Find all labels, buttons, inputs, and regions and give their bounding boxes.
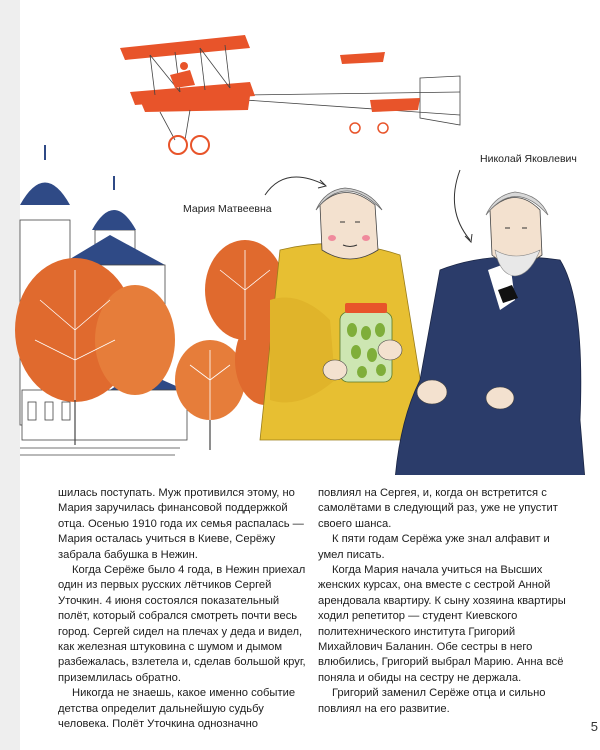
- page-number: 5: [590, 719, 598, 734]
- paragraph: Когда Мария начала учиться на Высших женских курсах, она вместе с сестрой Анной арендовала квартиру. К сыну хозяина квартиры ходил репетитор — студент Киевского политехнического института Григорий Михайлович Баланин. Обе сестры в него влюбились, Григорий выбрал Марию. Анна всё поняла и обиды на сестру не держала.: [318, 564, 566, 684]
- paragraph: Никогда не знаешь, какое именно событие детства определит дальнейшую судьбу человека. Полёт Уточкина однозначно: [58, 687, 296, 731]
- text-column-left: [58, 486, 308, 733]
- paragraph: повлиял на Сергея, и, когда он встретится с самолётами в следующий раз, уже не упустит своего шанса.: [318, 487, 558, 530]
- paragraph: К пяти годам Серёжа уже знал алфавит и умел писать.: [318, 533, 550, 561]
- paragraph: Когда Серёже было 4 года, в Нежин приехал один из первых русских лётчиков Сергей Уточкин. 4 июня состоялся показательный полёт, который собрался смотреть почти весь город. Сергей сидел на плечах у деда и видел, как железная штуковина с шумом и дымом разбежалась, взлетела и, сделав большой круг, приземлилась обратно.: [58, 564, 306, 684]
- paragraph: Григорий заменил Серёже отца и сильно повлиял на его развитие.: [318, 687, 546, 715]
- nikolai-figure: [395, 192, 585, 475]
- paragraph: шилась поступать. Муж противился этому, но Мария заручилась финансовой поддержкой отца. Осенью 1910 года их семья распалась — Мария осталась учиться в Киеве, Серёжу забрала бабушка в Нежин.: [58, 487, 304, 561]
- biplane-illustration: [120, 35, 460, 154]
- maria-figure: [260, 188, 430, 440]
- maria-label: Мария Матвеевна: [183, 203, 272, 215]
- nikolai-label: Николай Яковлевич: [480, 153, 577, 165]
- text-column-right: [318, 486, 568, 717]
